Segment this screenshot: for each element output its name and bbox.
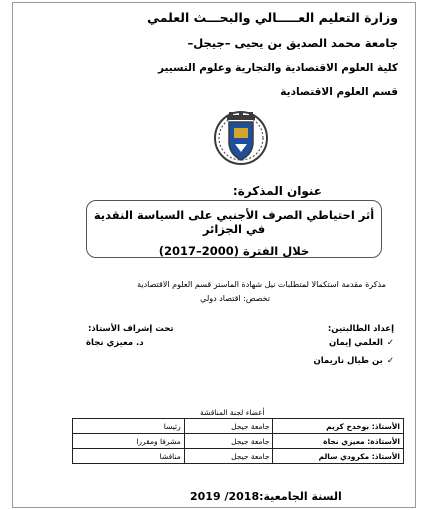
member-university: جامعة جيجل (184, 434, 273, 449)
faculty-line: كلية العلوم الاقتصادية والتجارية وعلوم التسيير (157, 62, 398, 74)
submission-note: مذكرة مقدمة استكمالا لمتطلبات نيل شهادة الماستر قسم العلوم الاقتصادية (137, 280, 386, 289)
thesis-period: خلال الفترة (2000–2017) (158, 244, 310, 258)
member-university: جامعة جيجل (184, 449, 273, 464)
table-row (73, 434, 404, 449)
checkmark-icon: ✓ (386, 338, 394, 348)
specialty-line: تخصص: اقتصاد دولي (200, 294, 270, 303)
member-name: الأستاذ: مكرودي سالم (273, 449, 404, 464)
thesis-title-label: عنوان المذكرة: (232, 184, 322, 198)
thesis-title: أثر احتياطي الصرف الأجنبي على السياسة النقدية في الجزائر (93, 208, 375, 236)
supervisor-name: د. معيزي نجاة (86, 338, 144, 348)
table-row (73, 449, 404, 464)
students-label: إعداد الطالبتين: (327, 324, 394, 334)
member-role: مشرفا ومقررا (73, 434, 185, 449)
university-emblem-icon (213, 110, 269, 166)
member-role: رئيسا (73, 419, 185, 434)
member-university: جامعة جيجل (184, 419, 273, 434)
member-role: مناقشا (73, 449, 185, 464)
department-line: قسم العلوم الاقتصادية (280, 86, 398, 98)
checkmark-icon: ✓ (386, 356, 394, 366)
ministry-line: وزارة التعليم العـــــالي والبحـــث العلمي (147, 10, 398, 25)
member-name: الأستاذ: بوخدخ كريم (273, 419, 404, 434)
student-name: بن طيال ناريمان (313, 356, 383, 366)
student-name: العلمي إيمان (328, 338, 383, 348)
university-line: جامعة محمد الصديق بن يحيى –جيجل– (187, 36, 398, 50)
supervisor-label: تحت إشراف الأستاذ: (88, 324, 174, 334)
committee-label: أعضاء لجنة المناقشة (200, 408, 265, 417)
student-item (329, 338, 394, 348)
thesis-title-box (86, 200, 382, 258)
student-item (313, 356, 394, 366)
committee-table (72, 418, 404, 464)
table-row (73, 419, 404, 434)
academic-year: السنة الجامعية:2018/ 2019 (190, 490, 342, 503)
member-name: الأستاذة: معيزي نجاة (273, 434, 404, 449)
